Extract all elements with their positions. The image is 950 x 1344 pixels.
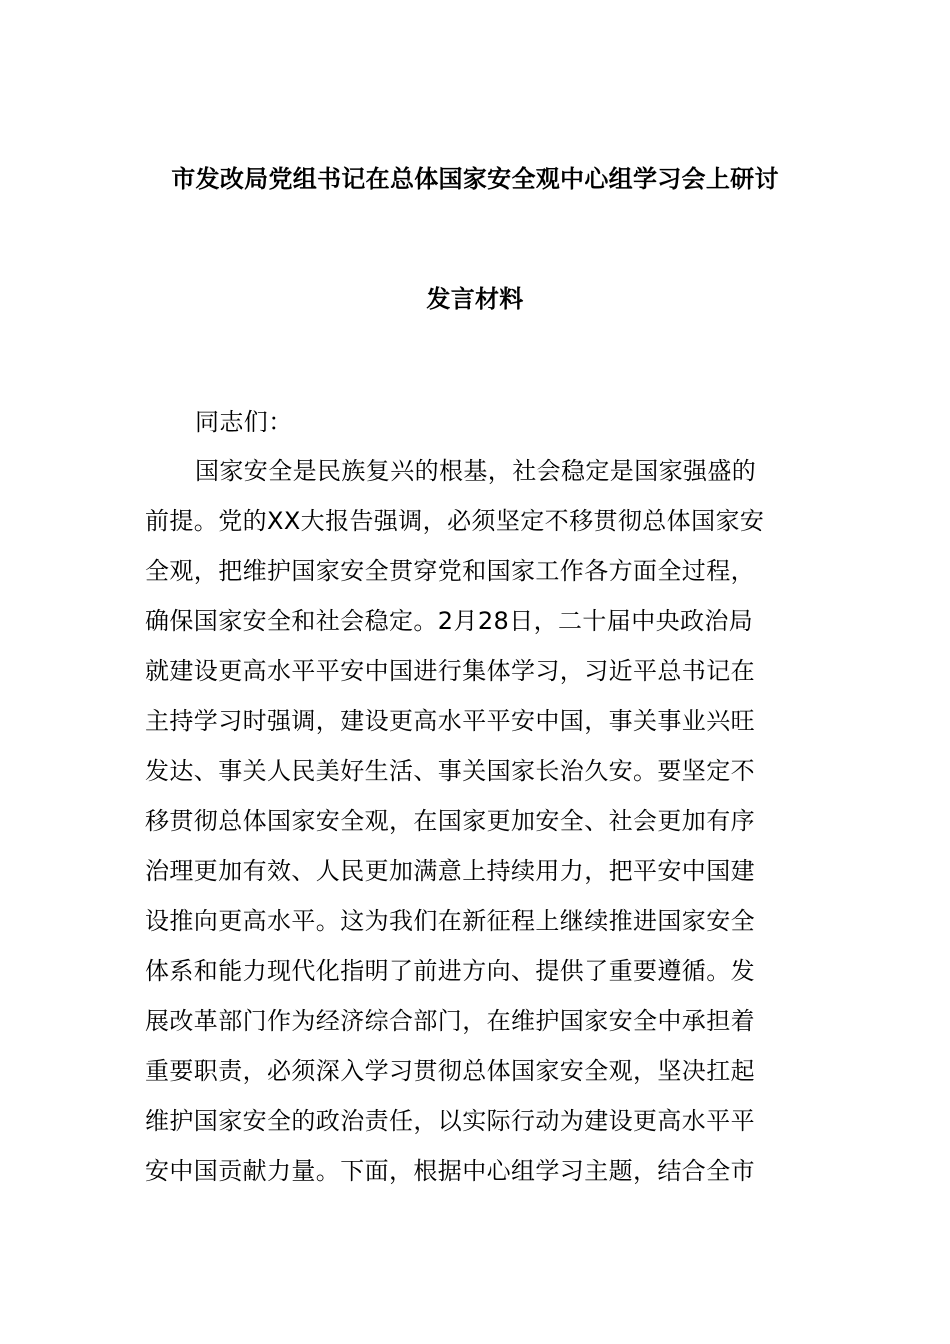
paragraph-line: 全观，把维护国家安全贯穿党和国家工作各方面全过程， [145, 557, 755, 585]
paragraph-line: 前提。党的XX大报告强调，必须坚定不移贯彻总体国家安 [145, 507, 765, 535]
paragraph-line: 发达、事关人民美好生活、事关国家长治久安。要坚定不 [145, 757, 755, 785]
paragraph-line: 安中国贡献力量。下面，根据中心组学习主题，结合全市 [145, 1157, 755, 1185]
paragraph-line: 维护国家安全的政治责任，以实际行动为建设更高水平平 [145, 1107, 755, 1135]
paragraph-line: 移贯彻总体国家安全观，在国家更加安全、社会更加有序 [145, 807, 755, 835]
document-title-line-2: 发言材料 [426, 285, 524, 313]
document-title-line-1: 市发改局党组书记在总体国家安全观中心组学习会上研讨 [171, 165, 779, 193]
paragraph-line: 确保国家安全和社会稳定。2月28日，二十届中央政治局 [145, 607, 754, 635]
paragraph-line: 重要职责，必须深入学习贯彻总体国家安全观，坚决扛起 [145, 1057, 755, 1085]
paragraph-line: 设推向更高水平。这为我们在新征程上继续推进国家安全 [145, 907, 755, 935]
paragraph-line: 主持学习时强调，建设更高水平平安中国，事关事业兴旺 [145, 707, 755, 735]
paragraph-line: 展改革部门作为经济综合部门，在维护国家安全中承担着 [145, 1007, 755, 1035]
salutation: 同志们： [195, 408, 293, 436]
paragraph-line: 治理更加有效、人民更加满意上持续用力，把平安中国建 [145, 857, 755, 885]
paragraph-line: 国家安全是民族复兴的根基，社会稳定是国家强盛的 [195, 457, 757, 485]
paragraph-line: 体系和能力现代化指明了前进方向、提供了重要遵循。发 [145, 957, 755, 985]
paragraph-line: 就建设更高水平平安中国进行集体学习，习近平总书记在 [145, 657, 755, 685]
